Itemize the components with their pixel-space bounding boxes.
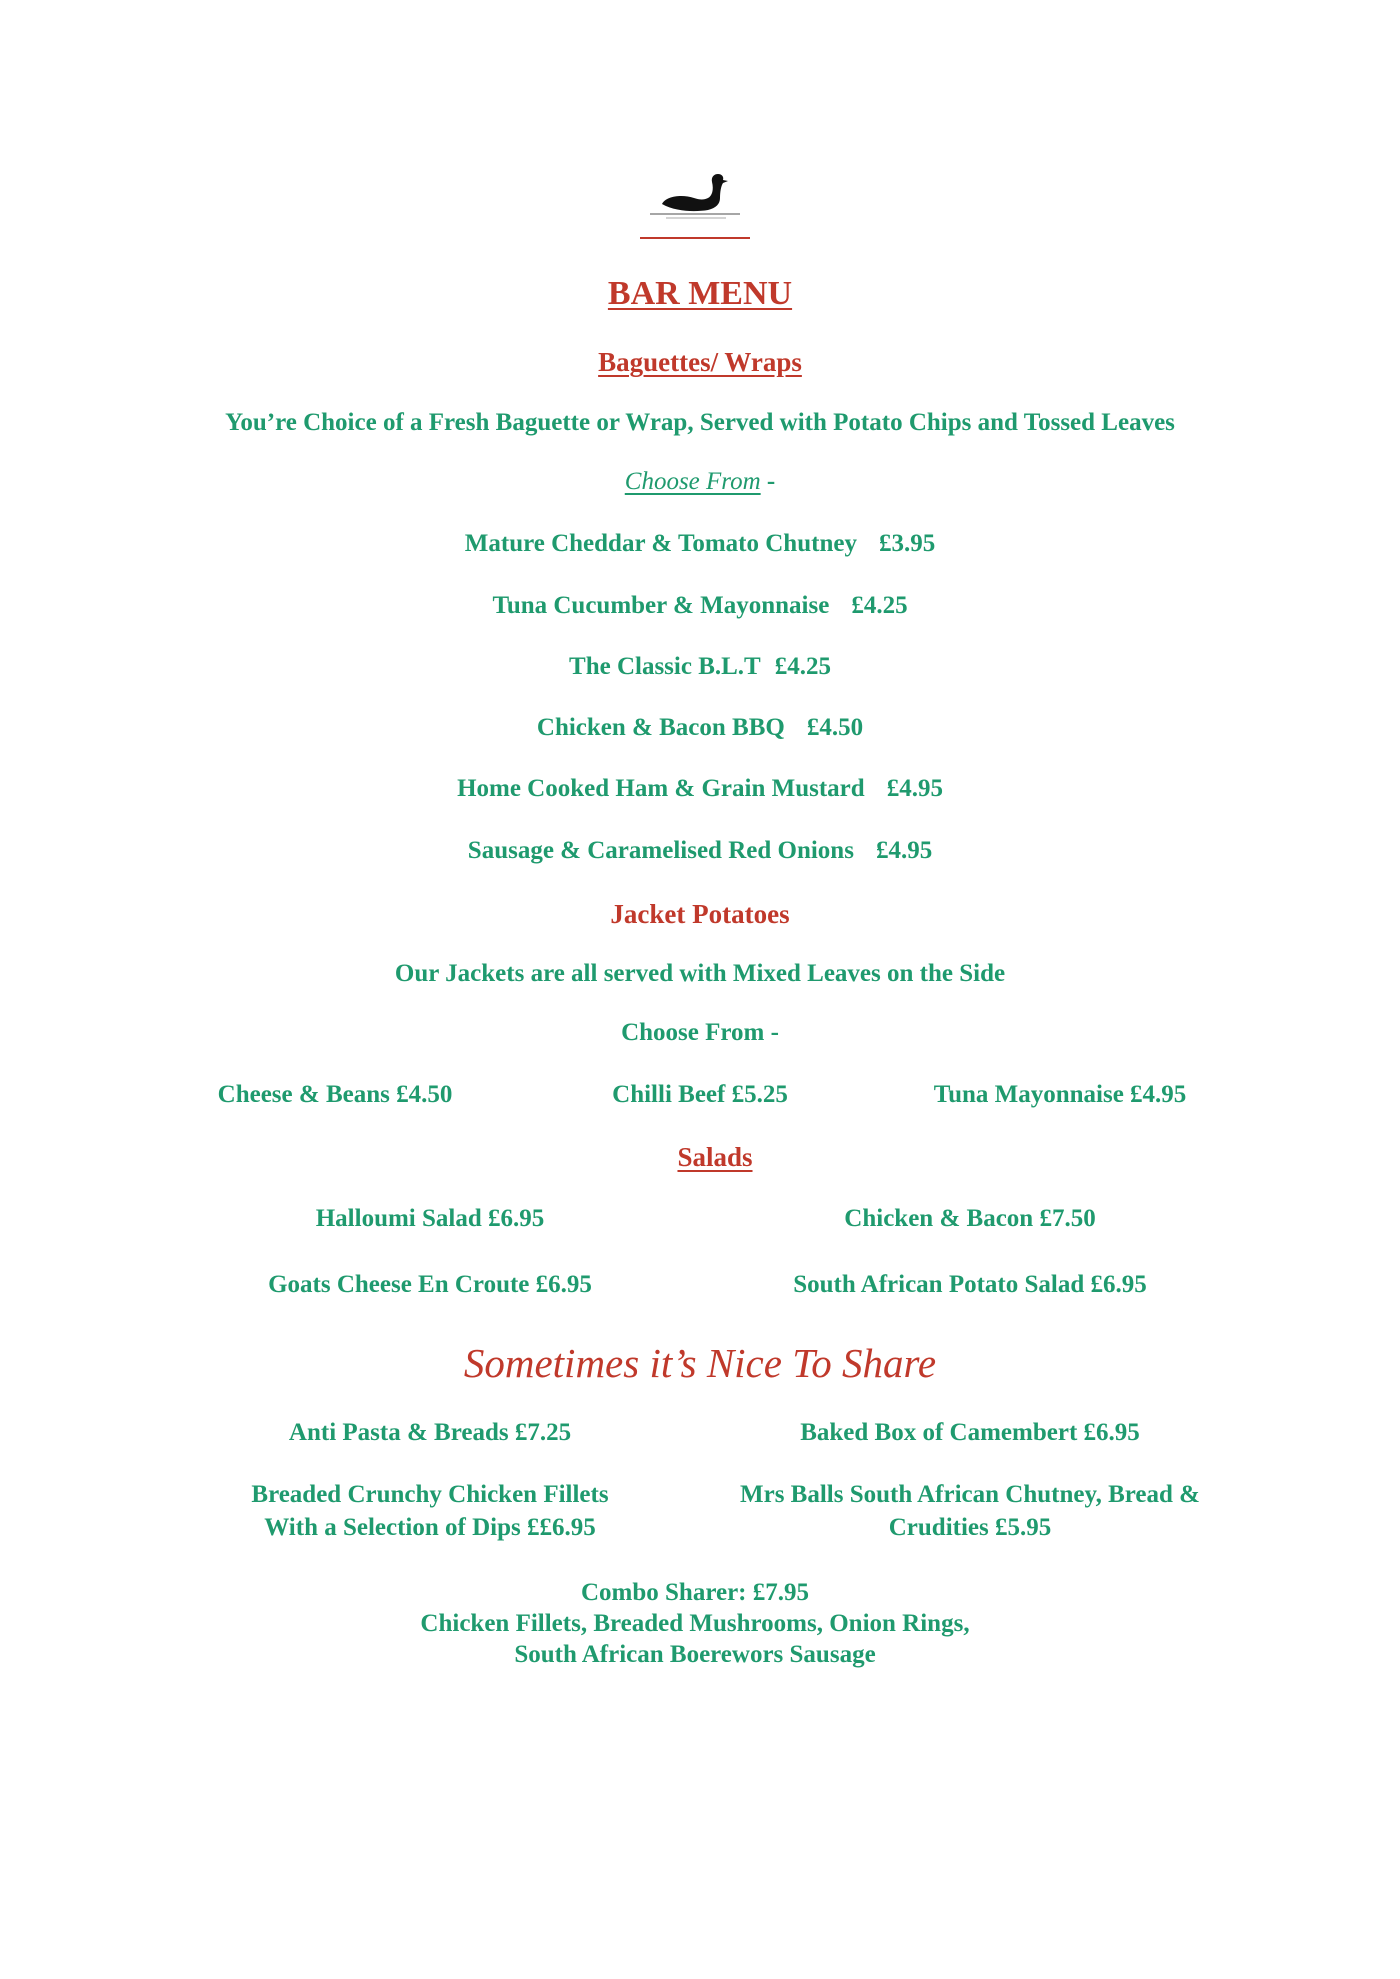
item-line: Breaded Crunchy Chicken Fillets xyxy=(251,1481,609,1508)
menu-item: South African Potato Salad £6.95 xyxy=(793,1271,1147,1298)
section-heading-share: Sometimes it’s Nice To Share xyxy=(463,1340,937,1386)
baguettes-choose-from xyxy=(0,467,1400,497)
item-line: Crudities £5.95 xyxy=(888,1514,1052,1541)
menu-item: Chilli Beef £5.25 xyxy=(612,1081,788,1108)
item-price: £4.25 xyxy=(774,653,831,680)
menu-item xyxy=(0,774,1400,804)
choose-from-dash: - xyxy=(760,468,776,495)
menu-item: Halloumi Salad £6.95 xyxy=(315,1205,545,1232)
menu-item: Anti Pasta & Breads £7.25 xyxy=(288,1419,572,1446)
menu-item-mrs-balls-chutney xyxy=(700,1478,1240,1544)
menu-item: Baked Box of Camembert £6.95 xyxy=(800,1419,1140,1446)
jackets-intro: Our Jackets are all served with Mixed Leaves on the Side xyxy=(394,960,1006,987)
item-line: Chicken Fillets, Breaded Mushrooms, Onion Rings, xyxy=(420,1610,970,1637)
section-heading-baguettes: Baguettes/ Wraps xyxy=(598,347,802,377)
item-line: Mrs Balls South African Chutney, Bread & xyxy=(740,1481,1200,1508)
baguettes-intro: You’re Choice of a Fresh Baguette or Wrap, Served with Potato Chips and Tossed Leaves xyxy=(225,409,1175,436)
menu-item: Cheese & Beans £4.50 xyxy=(217,1081,453,1108)
item-name: Sausage & Caramelised Red Onions xyxy=(467,837,854,864)
item-price: £4.95 xyxy=(886,775,943,802)
item-name: Tuna Cucumber & Mayonnaise xyxy=(492,592,830,619)
item-price: £3.95 xyxy=(878,530,936,557)
item-price: £4.95 xyxy=(875,837,933,864)
menu-item xyxy=(0,836,1400,866)
item-name: Mature Cheddar & Tomato Chutney xyxy=(464,530,857,557)
choose-from-label: Choose From xyxy=(624,468,761,495)
item-name: The Classic B.L.T xyxy=(569,653,761,680)
menu-item: Goats Cheese En Croute £6.95 xyxy=(268,1271,592,1298)
item-line: South African Boerewors Sausage xyxy=(514,1641,876,1668)
item-name: Home Cooked Ham & Grain Mustard xyxy=(457,775,865,802)
swan-logo xyxy=(636,168,756,240)
swan-icon xyxy=(636,168,756,240)
item-name: Chicken & Bacon BBQ xyxy=(536,714,785,741)
item-price: £4.50 xyxy=(806,714,864,741)
section-heading-jackets: Jacket Potatoes xyxy=(610,899,790,929)
item-line: Combo Sharer: £7.95 xyxy=(580,1579,809,1606)
jackets-choose-from: Choose From - xyxy=(621,1019,779,1046)
page-title: BAR MENU xyxy=(607,275,793,312)
item-line: With a Selection of Dips ££6.95 xyxy=(264,1514,596,1541)
section-heading-salads: Salads xyxy=(677,1142,753,1172)
menu-item: Chicken & Bacon £7.50 xyxy=(844,1205,1096,1232)
menu-item: Tuna Mayonnaise £4.95 xyxy=(933,1081,1187,1108)
menu-item-combo-sharer xyxy=(0,1577,1390,1670)
menu-item xyxy=(0,591,1400,621)
menu-item-chicken-fillets xyxy=(200,1478,660,1544)
menu-item xyxy=(0,529,1400,559)
menu-item xyxy=(0,652,1400,682)
menu-item xyxy=(0,713,1400,743)
item-price: £4.25 xyxy=(851,592,908,619)
